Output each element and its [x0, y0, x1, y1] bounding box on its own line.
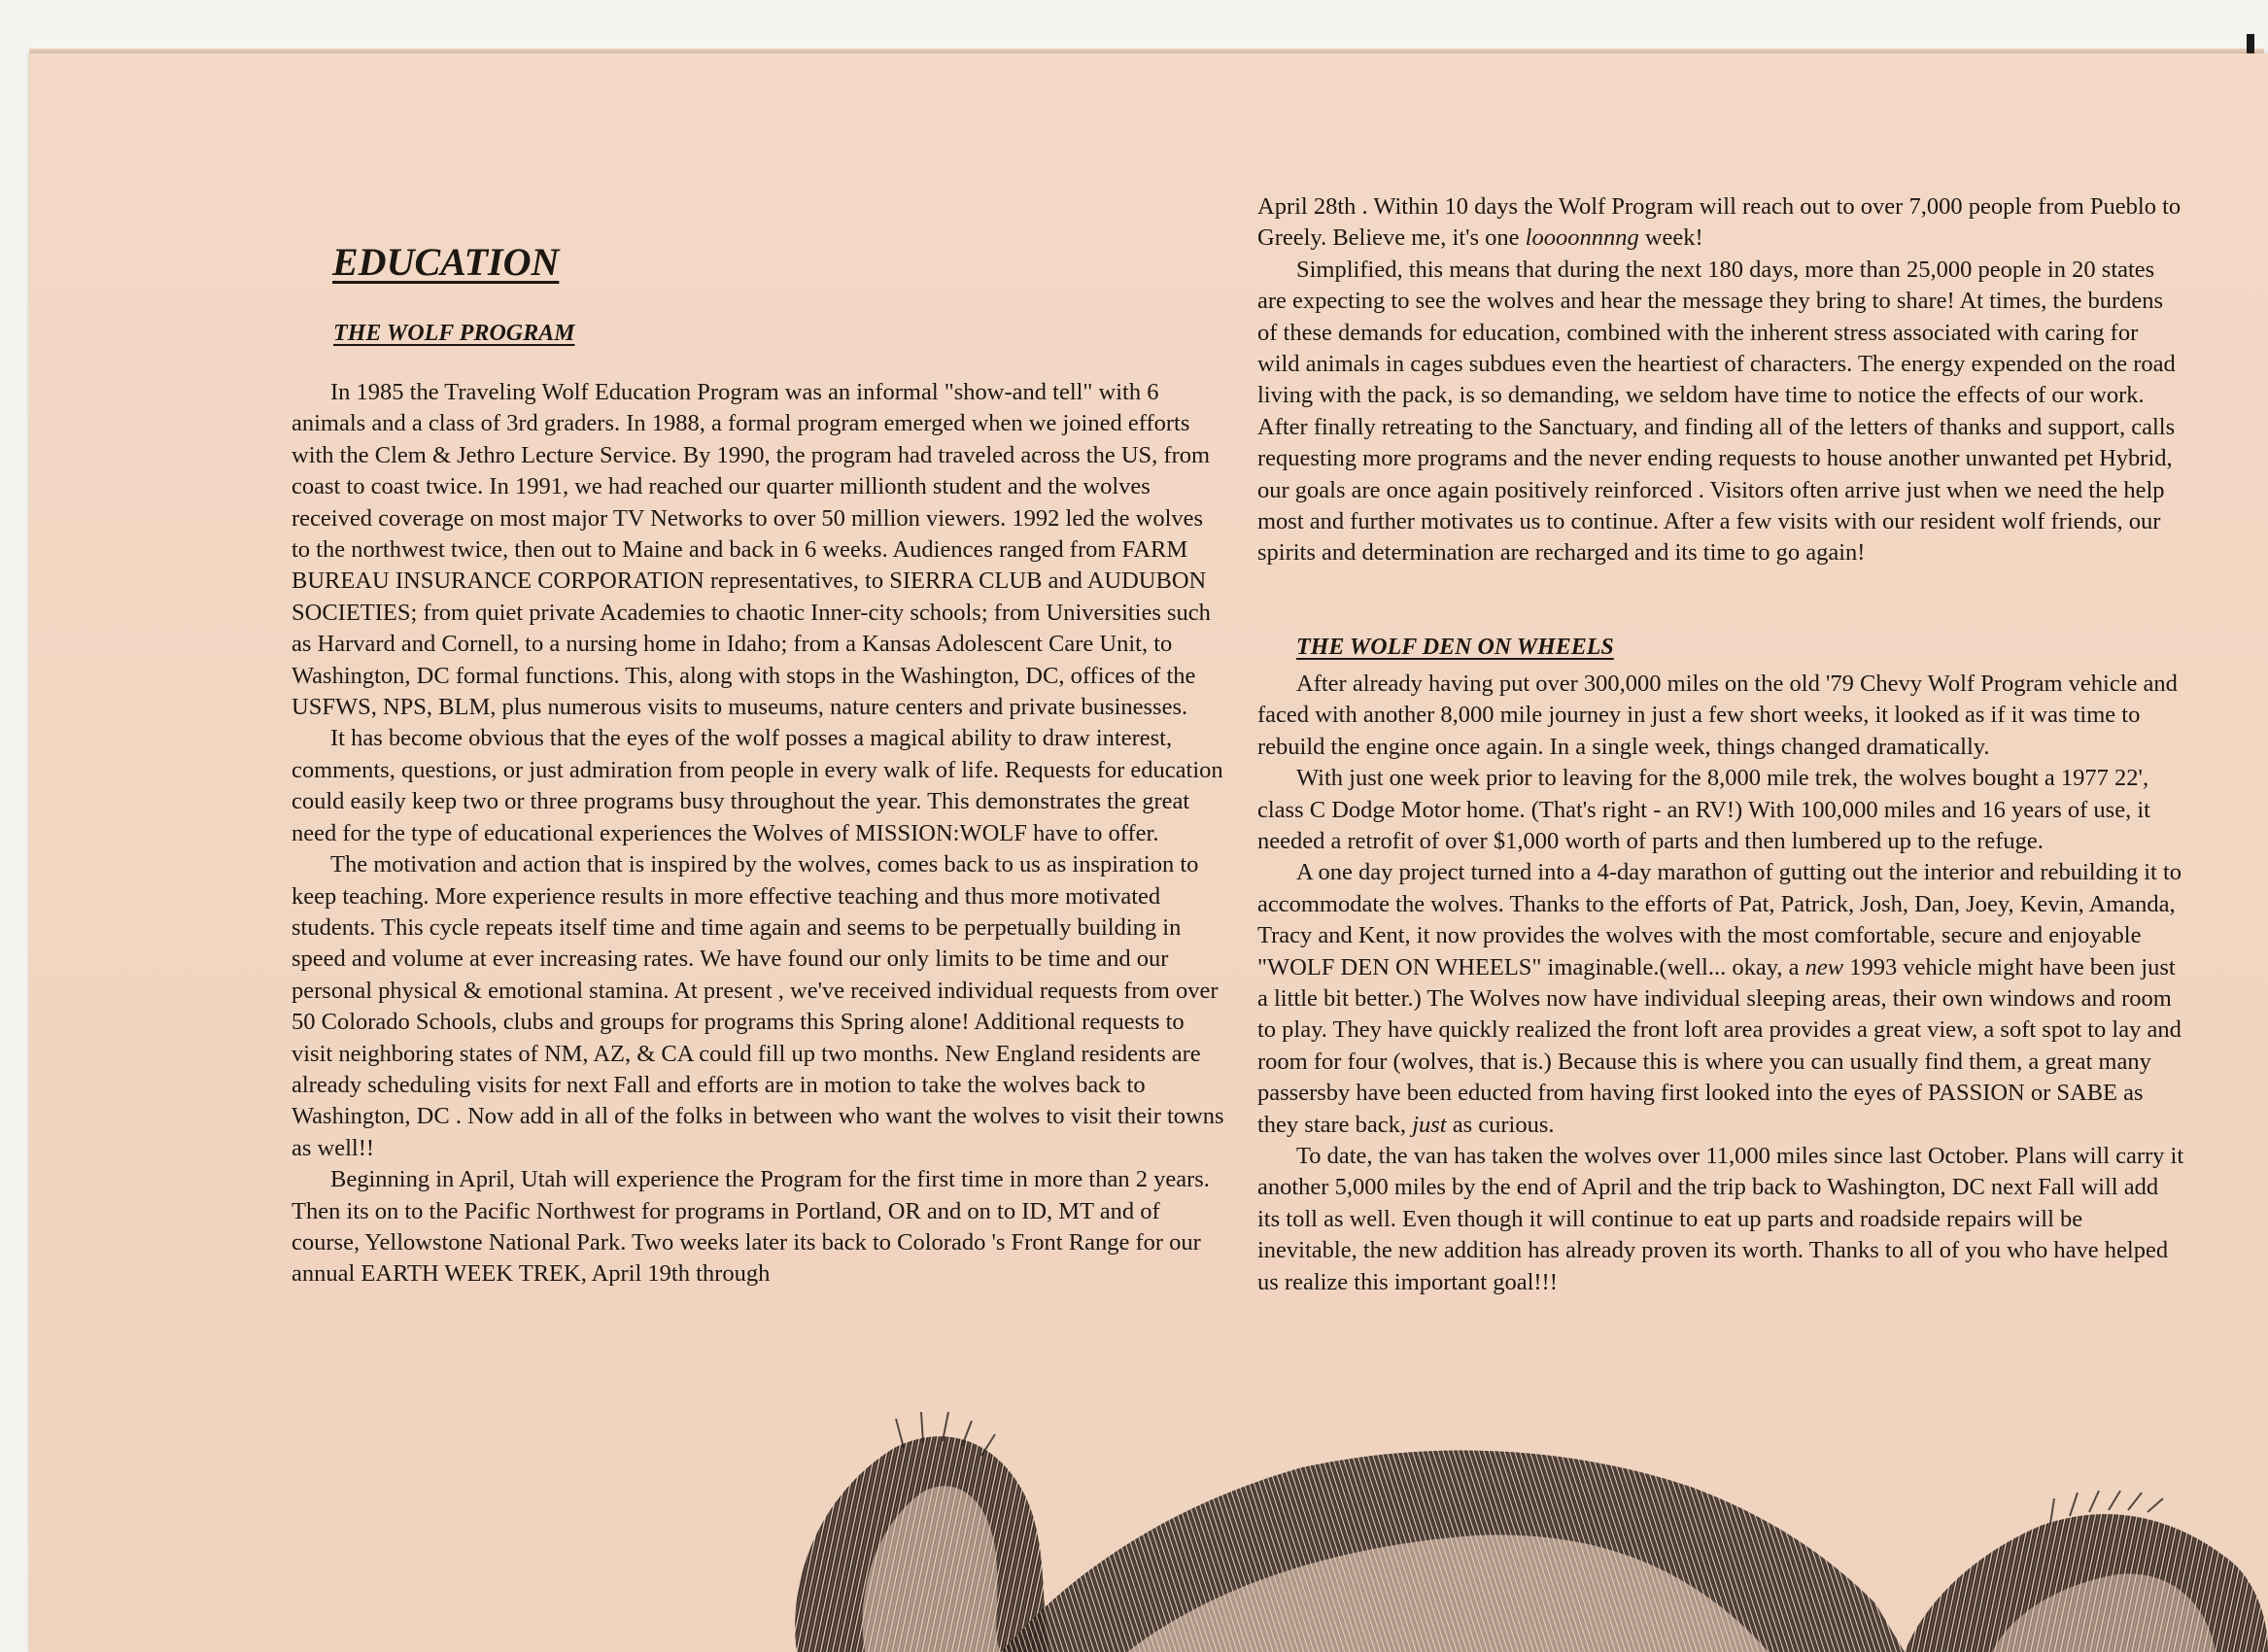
section-title: EDUCATION — [332, 240, 560, 284]
den-emphasis: just — [1412, 1111, 1447, 1138]
wolf-den-heading: THE WOLF DEN ON WHEELS — [1296, 635, 1614, 660]
program-paragraph-simplified: Simplified, this means that during the next 180 days, more than 25,000 people in 20 states are expecting to see the wolves and hear the message they bring to share! At times, the burdens of these demands for education, combined with the inherent stress associated with caring for wild animals in cages subdues even the heartiest of characters. The energy expended on the road living with the pack, is so demanding, we seldom have time to notice the effects of our work. After finally retreating to the Sanctuary, and finding all of the letters of thanks and support, calls requesting more programs and the never ending requests to house another unwanted pet Hybrid, our goals are once again positively reinforced . Visitors often arrive just when we need the help most and further motivates us to continue. After a few visits with our resident wolf friends, our spirits and determination are recharged and its time to go again! — [1257, 256, 2176, 567]
den-text: 1993 vehicle might have been just a little bit better.) The Wolves now have individual sleeping areas, their own windows and room to play. They have quickly realized the front loft area provides a great view, a soft spot to lay and room for four (wolves, that is.) Because this is where you can usually find them, a great many passersby have been educted from having first looked into the eyes of PASSION or SABE as they stare back, — [1257, 953, 2182, 1138]
right-column — [1257, 191, 2185, 1298]
den-paragraph — [1257, 857, 2185, 1141]
program-paragraph: In 1985 the Traveling Wolf Education Program was an informal "show-and tell" with 6 animals and a class of 3rd graders. In 1988, a formal program emerged when we joined efforts with the Clem & Jethro Lecture Service. By 1990, the program had traveled across the US, from coast to coast twice. In 1991, we had reached our quarter millionth student and the wolves received coverage on most major TV Networks to over 50 million viewers. 1992 led the wolves to the northwest twice, then out to Maine and back in 6 weeks. Audiences ranged from FARM BUREAU INSURANCE CORPORATION representatives, to SIERRA CLUB and AUDUBON SOCIETIES; from quiet private Academies to chaotic Inner-city schools; from Universities such as Harvard and Cornell, to a nursing home in Idaho; from a Kansas Adolescent Care Unit, to Washington, DC formal functions. This, along with stops in the Washington, DC, offices of the USFWS, NPS, BLM, plus numerous visits to museums, nature centers and private businesses. — [292, 379, 1211, 721]
continued-emphasis: loooonnnng — [1525, 224, 1639, 252]
left-column — [292, 377, 1224, 1291]
program-paragraph: It has become obvious that the eyes of the wolf posses a magical ability to draw interest, comments, questions, or just admiration from people in every walk of life. Requests for education could easily keep two or three programs busy throughout the year. This demonstrates the great need for the type of educational experiences the Wolves of MISSION:WOLF have to offer. — [292, 725, 1223, 846]
program-paragraph: The motivation and action that is inspired by the wolves, comes back to us as inspiration to keep teaching. More experience results in more effective teaching and thus more motivated students. This cycle repeats itself time and time again and seems to be perpetually building in speed and volume at ever increasing rates. We have found our only limits to be time and our personal physical & emotional stamina. At present , we've received individual requests from over 50 Colorado Schools, clubs and groups for programs this Spring alone! Additional requests to visit neighboring states of NM, AZ, & CA could fill up two months. New England residents are already scheduling visits for next Fall and efforts are in motion to take the wolves back to Washington, DC . Now add in all of the folks in between who want the wolves to visit their towns as well!! — [292, 851, 1224, 1161]
wolf-illustration — [758, 1409, 2268, 1652]
den-paragraph: With just one week prior to leaving for the 8,000 mile trek, the wolves bought a 1977 22', class C Dodge Motor home. (That's right - an RV!) With 100,000 miles and 16 years of use, it needed a retrofit of over $1,000 worth of parts and then lumbered up to the refuge. — [1257, 765, 2150, 854]
den-text: A one day project turned into a 4-day marathon of gutting out the interior and rebuilding it to accommodate the wolves. Thanks to the efforts of Pat, Patrick, Josh, Dan, Joey, Kevin, Amanda, Tracy and Kent, it now provides the wolves with the most comfortable, secure and enjoyable "WOLF DEN ON WHEELS" imaginable.(well... okay, a — [1257, 859, 2182, 981]
den-text: as curious. — [1446, 1111, 1555, 1138]
den-emphasis: new — [1804, 953, 1844, 981]
den-paragraph: To date, the van has taken the wolves over 11,000 miles since last October. Plans will carry it another 5,000 miles by the end of April and the trip back to Washington, DC next Fall will add its toll as well. Even though it will continue to eat up parts and roadside repairs will be inevitable, the new addition has already proven its worth. Thanks to all of you who have helped us realize this important goal!!! — [1257, 1142, 2184, 1295]
den-paragraph: After already having put over 300,000 miles on the old '79 Chevy Wolf Program vehicle and faced with another 8,000 mile journey in just a few short weeks, it looked as if it was time to rebuild the engine once again. In a single week, things changed dramatically. — [1257, 670, 2178, 760]
continued-text-end: week! — [1638, 224, 1703, 252]
wolf-program-heading: THE WOLF PROGRAM — [333, 321, 575, 346]
program-continued — [1257, 191, 2185, 255]
heading-gap — [1257, 569, 2185, 624]
continued-text: April 28th . Within 10 days the Wolf Program will reach out to over 7,000 people from Pueblo to Greely. Believe me, it's one — [1257, 193, 2182, 252]
program-paragraph: Beginning in April, Utah will experience the Program for the first time in more than 2 years. Then its on to the Pacific Northwest for programs in Portland, OR and on to ID, MT and of course, Yellowstone National Park. Two weeks later its back to Colorado 's Front Range for our annual EARTH WEEK TREK, April 19th through — [292, 1166, 1210, 1288]
